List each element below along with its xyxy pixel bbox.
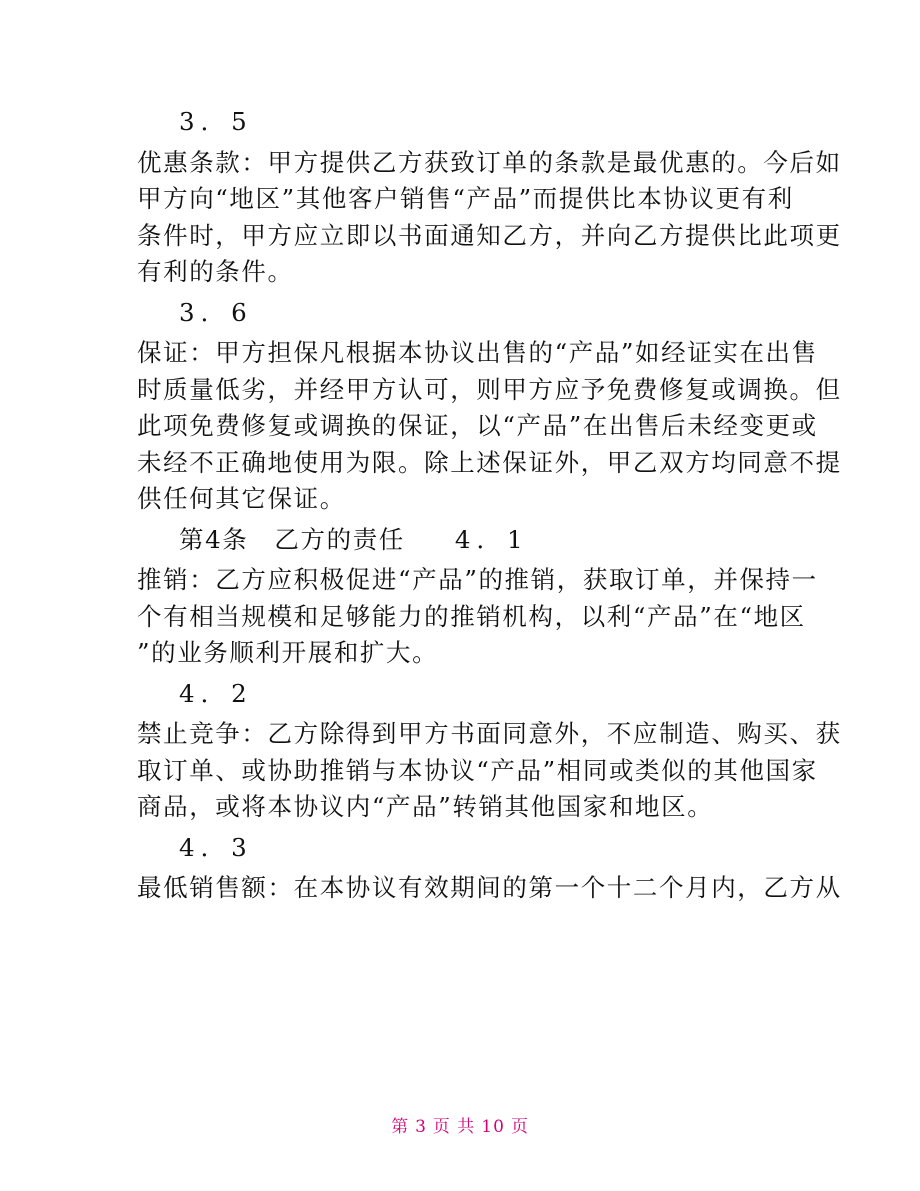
clause-number-3-6: 3．6 [179, 297, 253, 327]
clause-3-6-line: 此项免费修复或调换的保证，以“产品”在出售后未经变更或 [137, 411, 818, 440]
clause-4-2-line: 商品，或将本协议内“产品”转销其他国家和地区。 [137, 792, 714, 821]
clause-number-4-1: 4．1 [454, 524, 529, 554]
current-page-number: 3 [415, 1117, 427, 1137]
article-4-label: 第4条 [179, 524, 249, 554]
page-footer [0, 1112, 920, 1137]
clause-3-6-line: 保证：甲方担保凡根据本协议出售的“产品”如经证实在出售 [137, 338, 818, 367]
clause-3-5-line: 条件时，甲方应立即以书面通知乙方，并向乙方提供比此项更 [137, 220, 842, 250]
clause-number-3-5: 3．5 [179, 107, 253, 136]
clause-4-2-line: 禁止竞争：乙方除得到甲方书面同意外，不应制造、购买、获 [137, 719, 842, 748]
clause-4-2-line: 取订单、或协助推销与本协议“产品”相同或类似的其他国家 [137, 755, 818, 785]
clause-4-1-line: 推销：乙方应积极促进“产品”的推销，获取订单，并保持一 [137, 565, 818, 594]
clause-number-4-3: 4．3 [179, 832, 253, 862]
clause-4-1-line: 个有相当规模和足够能力的推销机构，以利“产品”在“地区 [137, 601, 806, 631]
clause-3-6-line: 供任何其它保证。 [137, 484, 346, 513]
clause-number-4-2: 4．2 [179, 678, 253, 708]
clause-3-5-line: 甲方向“地区”其他客户销售“产品”而提供比本协议更有利 [137, 184, 794, 213]
clause-3-6-line: 时质量低劣，并经甲方认可，则甲方应予免费修复或调换。但 [137, 374, 842, 404]
clause-3-5-line: 优惠条款：甲方提供乙方获致订单的条款是最优惠的。今后如 [137, 147, 842, 177]
clause-3-6-line: 未经不正确地使用为限。除上述保证外，甲乙双方均同意不提 [137, 447, 842, 477]
footer-prefix: 第 [391, 1117, 410, 1137]
document-page [137, 104, 842, 907]
footer-suffix: 页 [510, 1117, 529, 1137]
clause-3-5-line: 有利的条件。 [137, 257, 294, 286]
clause-4-1-line: ”的业务顺利开展和扩大。 [137, 638, 439, 667]
total-pages-number: 10 [481, 1117, 505, 1137]
article-4-heading [137, 522, 797, 559]
footer-middle: 页 共 [432, 1117, 476, 1137]
article-4-title: 乙方的责任 [274, 524, 405, 554]
clause-4-3-line: 最低销售额：在本协议有效期间的第一个十二个月内，乙方从 [137, 873, 842, 902]
